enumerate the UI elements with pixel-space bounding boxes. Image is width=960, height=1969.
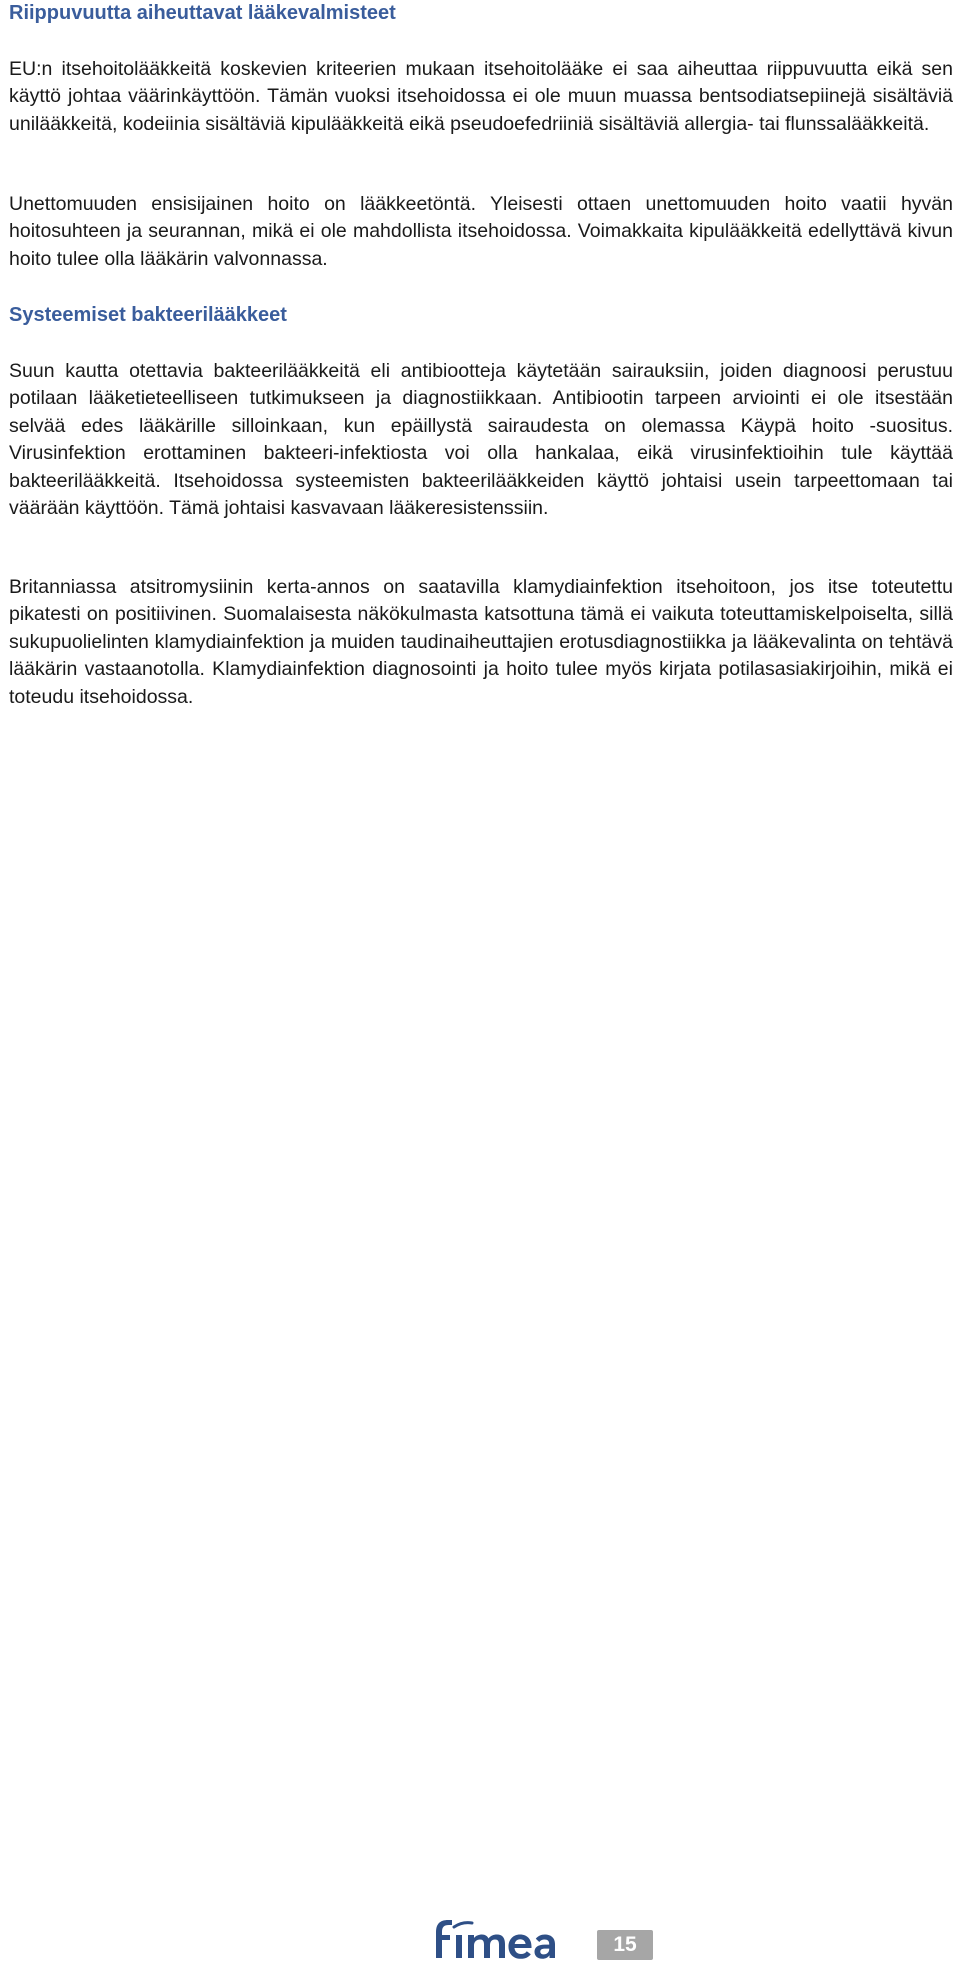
page-number: 15 [613,1933,637,1956]
section-heading-dependence: Riippuvuutta aiheuttavat lääkevalmisteet [9,2,396,24]
section-heading-antibiotics: Systeemiset bakteerilääkkeet [9,304,287,326]
page-number-badge [597,1930,653,1960]
paragraph-chlamydia: Britanniassa atsitromysiinin kerta-annos on saatavilla klamydiainfektion itsehoitoon, jos itse toteutettu pikatesti on positiivinen. Suomalaisesta näkökulmasta katsottuna tämä ei vaikuta toteuttamiskelpoiselta, sillä sukupuolielinten klamydiainfektion ja muiden taudinaiheuttajien erotusdiagnostiikka ja lääkevalinta on tehtävä lääkärin vastaanotolla. Klamydiainfektion diagnosointi ja hoito tulee myös kirjata potilasasiakirjoihin, mikä ei toteudu itsehoidossa. [9,576,953,708]
page-footer [430,1914,770,1964]
paragraph-eu-criteria: EU:n itsehoitolääkkeitä koskevien kriteerien mukaan itsehoitolääke ei saa aiheuttaa riippuvuutta eikä sen käyttö johtaa väärinkäyttöön. Tämän vuoksi itsehoidossa ei ole muun muassa bentsodiatsepiinejä sisältäviä unilääkkeitä, kodeiinia sisältäviä kipulääkkeitä eikä pseudoefedriiniä sisältäviä allergia- tai flunssalääkkeitä. [9,58,953,135]
paragraph-insomnia: Unettomuuden ensisijainen hoito on lääkkeetöntä. Yleisesti ottaen unettomuuden hoito vaatii hyvän hoitosuhteen ja seurannan, mikä ei ole mahdollista itsehoidossa. Voimakkaita kipulääkkeitä edellyttävä kivun hoito tulee olla lääkärin valvonnassa. [9,193,953,270]
paragraph-oral-antibiotics: Suun kautta otettavia bakteerilääkkeitä eli antibiootteja käytetään sairauksiin, joiden diagnoosi perustuu potilaan lääketieteelliseen tutkimukseen ja diagnostiikkaan. Antibiootin tarpeen arviointi ei ole itsestään selvää edes lääkärille silloinkaan, kun epäillystä sairaudesta on olemassa Käypä hoito -suositus. Virusinfektion erottaminen bakteeri-infektiosta voi olla hankalaa, eikä virusinfektioihin tule käyttää bakteerilääkkeitä. Itsehoidossa systeemisten bakteerilääkkeiden käyttö johtaisi usein tarpeettomaan tai väärään käyttöön. Tämä johtaisi kasvavaan lääkeresistenssiin. [9,360,953,520]
fimea-logo [430,1914,570,1964]
